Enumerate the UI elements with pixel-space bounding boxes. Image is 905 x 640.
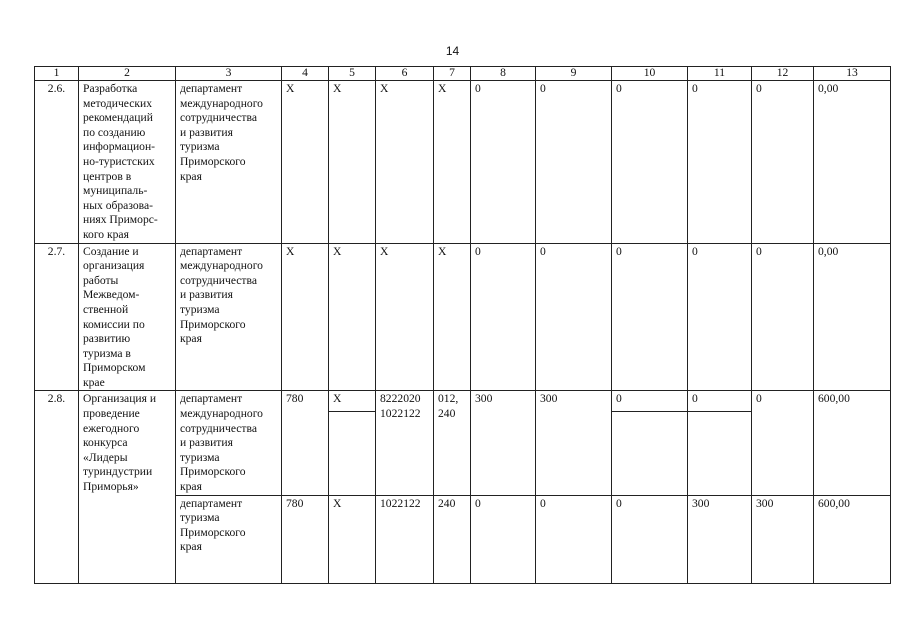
cell-c6: X (376, 243, 434, 391)
cell-c13: 600,00 (814, 391, 891, 495)
cell-c8: 0 (471, 495, 536, 583)
item-name: Разработка методических рекомендаций по созданию информацион- но-туристских центров в муниципаль- ных образова- ниях Приморс- кого края (79, 81, 176, 244)
column-number: 12 (752, 67, 814, 81)
column-number: 9 (536, 67, 612, 81)
column-number: 7 (434, 67, 471, 81)
table-row (35, 391, 891, 495)
cell-c4: 780 (282, 391, 329, 495)
cell-c10-split (612, 411, 687, 427)
department: департамент международного сотрудничества и развития туризма Приморского края (176, 391, 282, 495)
cell-c12: 300 (752, 495, 814, 583)
cell-c9: 0 (536, 81, 612, 244)
column-number: 8 (471, 67, 536, 81)
cell-c5: X (329, 243, 376, 391)
column-number: 1 (35, 67, 79, 81)
column-number: 11 (688, 67, 752, 81)
cell-c13: 0,00 (814, 81, 891, 244)
table-row (35, 81, 891, 244)
column-number: 13 (814, 67, 891, 81)
item-name: Создание и организация работы Межведом- ственной комиссии по развитию туризма в Приморском крае (79, 243, 176, 391)
column-number: 10 (612, 67, 688, 81)
cell-c8: 300 (471, 391, 536, 495)
page-number: 14 (445, 44, 460, 58)
item-number: 2.6. (35, 81, 79, 244)
cell-c5: X (329, 391, 376, 495)
cell-c5-split (329, 411, 375, 427)
cell-c4: 780 (282, 495, 329, 583)
cell-c11: 0 (688, 391, 752, 495)
item-name: Организация и проведение ежегодного конкурса «Лидеры туриндустрии Приморья» (79, 391, 176, 583)
cell-c11-split (688, 411, 751, 427)
cell-c10: 0 (612, 391, 688, 495)
cell-c10: 0 (612, 495, 688, 583)
column-number: 5 (329, 67, 376, 81)
item-number: 2.8. (35, 391, 79, 583)
cell-c8: 0 (471, 243, 536, 391)
cell-c7: 240 (434, 495, 471, 583)
cell-c11: 0 (688, 81, 752, 244)
cell-c8: 0 (471, 81, 536, 244)
column-number: 4 (282, 67, 329, 81)
table-header-row (35, 67, 891, 81)
cell-c6: 8222020 1022122 (376, 391, 434, 495)
department: департамент международного сотрудничества и развития туризма Приморского края (176, 81, 282, 244)
cell-c13: 600,00 (814, 495, 891, 583)
column-number: 2 (79, 67, 176, 81)
cell-c11: 300 (688, 495, 752, 583)
cell-c11: 0 (688, 243, 752, 391)
cell-c4: X (282, 81, 329, 244)
cell-c12: 0 (752, 391, 814, 495)
cell-c7: X (434, 81, 471, 244)
item-number: 2.7. (35, 243, 79, 391)
cell-c9: 300 (536, 391, 612, 495)
column-number: 6 (376, 67, 434, 81)
cell-c10: 0 (612, 243, 688, 391)
department: департамент международного сотрудничества и развития туризма Приморского края (176, 243, 282, 391)
cell-c5: X (329, 495, 376, 583)
department: департамент туризма Приморского края (176, 495, 282, 583)
cell-c12: 0 (752, 81, 814, 244)
cell-c4: X (282, 243, 329, 391)
cell-c7: X (434, 243, 471, 391)
cell-c6: X (376, 81, 434, 244)
table-row (35, 243, 891, 391)
cell-c9: 0 (536, 495, 612, 583)
cell-c5: X (329, 81, 376, 244)
cell-c13: 0,00 (814, 243, 891, 391)
cell-c9: 0 (536, 243, 612, 391)
cell-c6: 1022122 (376, 495, 434, 583)
cell-c10: 0 (612, 81, 688, 244)
cell-c7: 012, 240 (434, 391, 471, 495)
cell-c12: 0 (752, 243, 814, 391)
budget-table (34, 66, 891, 584)
column-number: 3 (176, 67, 282, 81)
